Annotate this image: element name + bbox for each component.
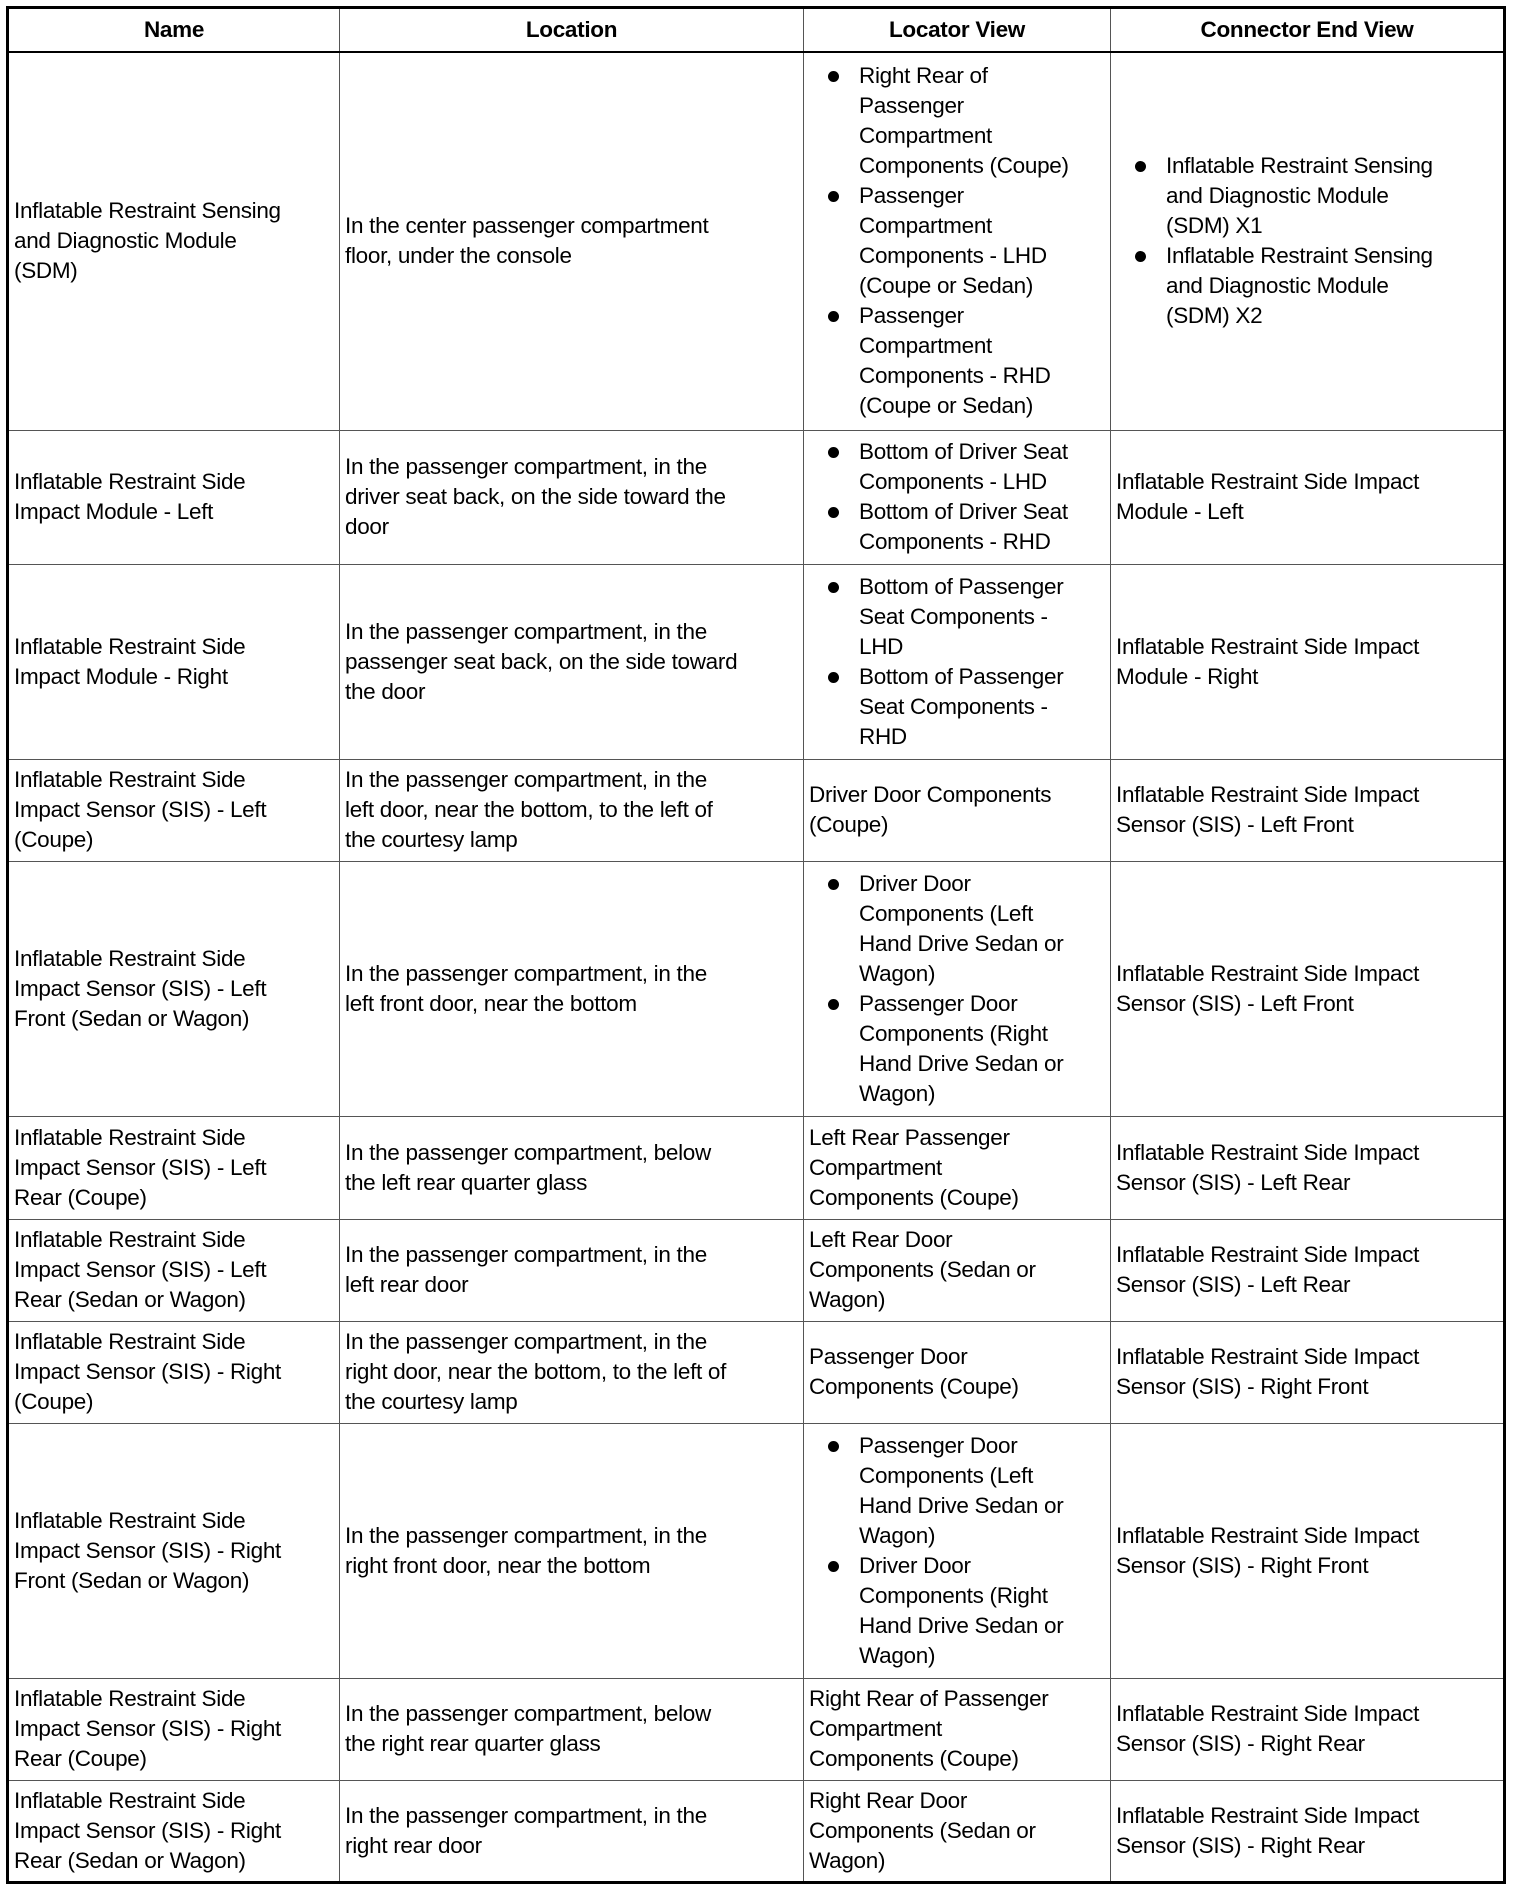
list-item: Bottom of Driver Seat Components - LHD	[809, 437, 1105, 497]
list-item: Passenger Compartment Components - LHD (Coupe or Sedan)	[809, 181, 1105, 301]
table-row	[8, 861, 1505, 1116]
cell-name: Inflatable Restraint Side Impact Sensor (SIS) - Right (Coupe)	[8, 1321, 340, 1423]
cell-locator: Driver Door Components (Coupe)	[804, 759, 1111, 861]
cell-locator	[804, 52, 1111, 430]
table-row	[8, 1321, 1505, 1423]
cell-location: In the passenger compartment, in the right rear door	[340, 1780, 804, 1882]
cell-locator: Left Rear Door Components (Sedan or Wagon)	[804, 1219, 1111, 1321]
cell-connector	[1111, 52, 1505, 430]
cell-connector: Inflatable Restraint Side Impact Module - Left	[1111, 430, 1505, 564]
cell-location: In the passenger compartment, below the left rear quarter glass	[340, 1116, 804, 1219]
table-row	[8, 430, 1505, 564]
list-item: Inflatable Restraint Sensing and Diagnostic Module (SDM) X1	[1116, 151, 1498, 241]
locator-list	[809, 869, 1105, 1109]
locator-list	[809, 1431, 1105, 1671]
cell-location: In the passenger compartment, in the left door, near the bottom, to the left of the courtesy lamp	[340, 759, 804, 861]
cell-connector: Inflatable Restraint Side Impact Sensor (SIS) - Left Front	[1111, 759, 1505, 861]
table-row	[8, 1116, 1505, 1219]
cell-name: Inflatable Restraint Side Impact Sensor (SIS) - Left Rear (Coupe)	[8, 1116, 340, 1219]
cell-locator: Right Rear of Passenger Compartment Components (Coupe)	[804, 1678, 1111, 1780]
list-item: Inflatable Restraint Sensing and Diagnostic Module (SDM) X2	[1116, 241, 1498, 331]
cell-name: Inflatable Restraint Side Impact Sensor (SIS) - Right Rear (Sedan or Wagon)	[8, 1780, 340, 1882]
table-row	[8, 564, 1505, 759]
header-name: Name	[8, 8, 340, 53]
cell-connector: Inflatable Restraint Side Impact Sensor (SIS) - Right Rear	[1111, 1780, 1505, 1882]
list-item: Passenger Door Components (Right Hand Drive Sedan or Wagon)	[809, 989, 1105, 1109]
table-row	[8, 1678, 1505, 1780]
cell-locator	[804, 430, 1111, 564]
cell-locator	[804, 861, 1111, 1116]
cell-name: Inflatable Restraint Side Impact Module - Right	[8, 564, 340, 759]
table-row	[8, 759, 1505, 861]
cell-location: In the passenger compartment, in the right front door, near the bottom	[340, 1423, 804, 1678]
locator-list	[809, 437, 1105, 557]
cell-connector: Inflatable Restraint Side Impact Sensor (SIS) - Right Front	[1111, 1321, 1505, 1423]
cell-connector: Inflatable Restraint Side Impact Sensor (SIS) - Left Front	[1111, 861, 1505, 1116]
table-row	[8, 1219, 1505, 1321]
cell-connector: Inflatable Restraint Side Impact Sensor (SIS) - Left Rear	[1111, 1219, 1505, 1321]
cell-location: In the passenger compartment, in the left front door, near the bottom	[340, 861, 804, 1116]
list-item: Passenger Door Components (Left Hand Drive Sedan or Wagon)	[809, 1431, 1105, 1551]
cell-name: Inflatable Restraint Side Impact Sensor (SIS) - Left (Coupe)	[8, 759, 340, 861]
list-item: Right Rear of Passenger Compartment Components (Coupe)	[809, 61, 1105, 181]
list-item: Bottom of Passenger Seat Components - LHD	[809, 572, 1105, 662]
cell-locator: Right Rear Door Components (Sedan or Wagon)	[804, 1780, 1111, 1882]
cell-location: In the passenger compartment, in the driver seat back, on the side toward the door	[340, 430, 804, 564]
connector-list	[1116, 151, 1498, 331]
component-locator-table	[6, 6, 1506, 1884]
cell-location: In the passenger compartment, in the passenger seat back, on the side toward the door	[340, 564, 804, 759]
list-item: Bottom of Driver Seat Components - RHD	[809, 497, 1105, 557]
list-item: Driver Door Components (Left Hand Drive Sedan or Wagon)	[809, 869, 1105, 989]
cell-connector: Inflatable Restraint Side Impact Module - Right	[1111, 564, 1505, 759]
cell-connector: Inflatable Restraint Side Impact Sensor (SIS) - Right Rear	[1111, 1678, 1505, 1780]
cell-name: Inflatable Restraint Side Impact Sensor (SIS) - Right Rear (Coupe)	[8, 1678, 340, 1780]
cell-name: Inflatable Restraint Side Impact Sensor (SIS) - Right Front (Sedan or Wagon)	[8, 1423, 340, 1678]
locator-list	[809, 61, 1105, 421]
cell-location: In the passenger compartment, below the right rear quarter glass	[340, 1678, 804, 1780]
cell-locator: Left Rear Passenger Compartment Components (Coupe)	[804, 1116, 1111, 1219]
cell-connector: Inflatable Restraint Side Impact Sensor (SIS) - Right Front	[1111, 1423, 1505, 1678]
cell-locator	[804, 564, 1111, 759]
cell-location: In the center passenger compartment floor, under the console	[340, 52, 804, 430]
table-row	[8, 1780, 1505, 1882]
header-locator-view: Locator View	[804, 8, 1111, 53]
cell-locator	[804, 1423, 1111, 1678]
cell-name: Inflatable Restraint Side Impact Module - Left	[8, 430, 340, 564]
cell-connector: Inflatable Restraint Side Impact Sensor (SIS) - Left Rear	[1111, 1116, 1505, 1219]
cell-locator: Passenger Door Components (Coupe)	[804, 1321, 1111, 1423]
locator-list	[809, 572, 1105, 752]
header-connector-end-view: Connector End View	[1111, 8, 1505, 53]
table-row	[8, 52, 1505, 430]
table-row	[8, 1423, 1505, 1678]
cell-name: Inflatable Restraint Sensing and Diagnostic Module (SDM)	[8, 52, 340, 430]
list-item: Passenger Compartment Components - RHD (Coupe or Sedan)	[809, 301, 1105, 421]
cell-location: In the passenger compartment, in the right door, near the bottom, to the left of the courtesy lamp	[340, 1321, 804, 1423]
cell-name: Inflatable Restraint Side Impact Sensor (SIS) - Left Rear (Sedan or Wagon)	[8, 1219, 340, 1321]
header-row	[8, 8, 1505, 53]
header-location: Location	[340, 8, 804, 53]
list-item: Driver Door Components (Right Hand Drive Sedan or Wagon)	[809, 1551, 1105, 1671]
cell-name: Inflatable Restraint Side Impact Sensor (SIS) - Left Front (Sedan or Wagon)	[8, 861, 340, 1116]
cell-location: In the passenger compartment, in the left rear door	[340, 1219, 804, 1321]
list-item: Bottom of Passenger Seat Components - RHD	[809, 662, 1105, 752]
